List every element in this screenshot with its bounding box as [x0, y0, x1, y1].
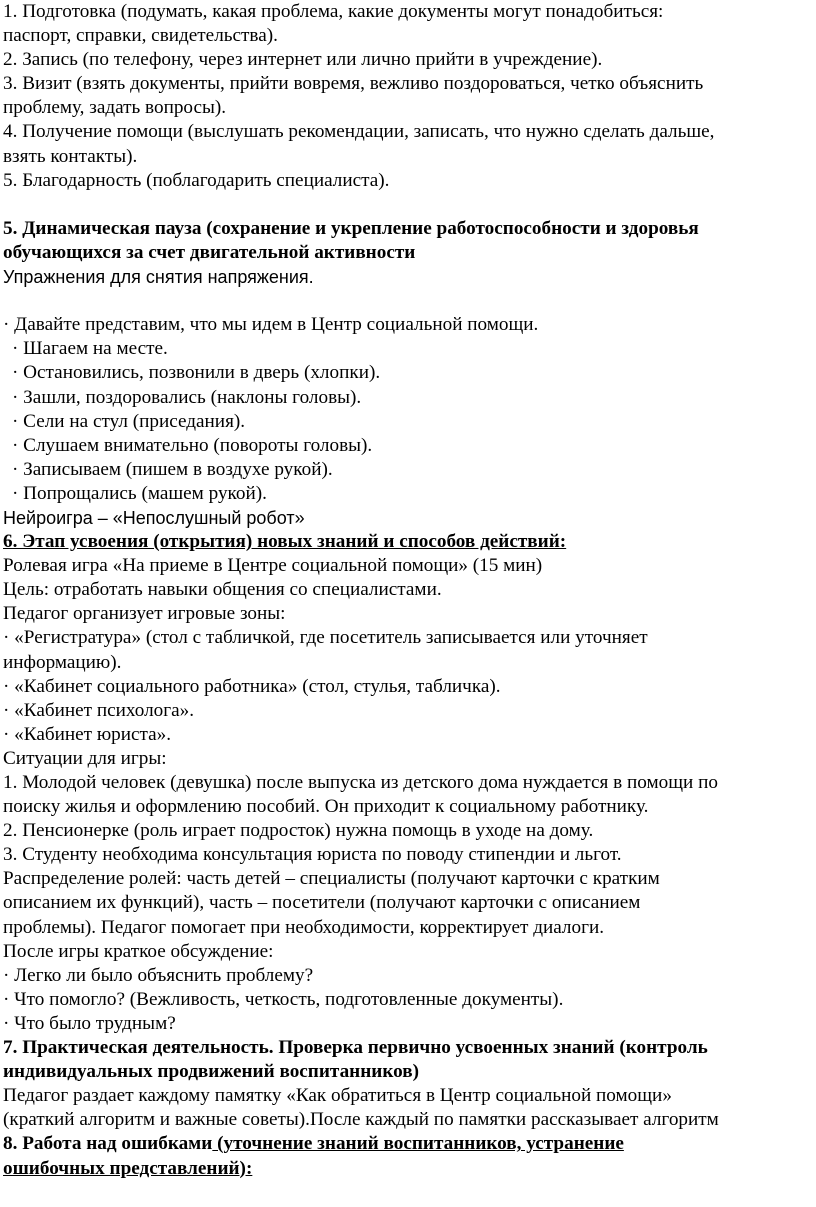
- section-6-line: · «Кабинет психолога».: [3, 699, 195, 721]
- exercise-4: · Сели на стул (приседания).: [12, 410, 246, 432]
- exercise-3: · Зашли, поздоровались (наклоны головы).: [12, 386, 362, 408]
- section-6-line: · Легко ли было объяснить проблему?: [3, 964, 314, 986]
- section-5-heading-line-1: 5. Динамическая пауза (сохранение и укрепление работоспособности и здоровья: [3, 217, 699, 239]
- section-8-heading-line-2: ошибочных представлений):: [3, 1157, 253, 1179]
- section-6-line: После игры краткое обсуждение:: [3, 940, 274, 962]
- step-3-line-2: проблему, задать вопросы).: [3, 97, 227, 119]
- blank-line: [3, 289, 813, 313]
- section-6-line: Ролевая игра «На приеме в Центре социальной помощи» (15 мин): [3, 555, 543, 577]
- exercise-7: · Попрощались (машем рукой).: [12, 482, 267, 504]
- section-6-heading: 6. Этап усвоения (открытия) новых знаний и способов действий:: [3, 531, 567, 553]
- section-8-heading-part-2: (уточнение знаний воспитанников, устранение: [212, 1133, 624, 1155]
- section-7-heading-line-2: индивидуальных продвижений воспитанников): [3, 1061, 420, 1083]
- section-5: [3, 217, 813, 530]
- section-6-line: 1. Молодой человек (девушка) после выпуска из детского дома нуждается в помощи по: [3, 772, 718, 793]
- step-2-line-1: 2. Запись (по телефону, через интернет или лично прийти в учреждение).: [3, 49, 603, 71]
- section-6-line: Распределение ролей: часть детей – специалисты (получают карточки с кратким: [3, 868, 660, 890]
- section-6-line: поиску жилья и оформлению пособий. Он приходит к социальному работнику.: [3, 796, 649, 818]
- exercise-5: · Слушаем внимательно (повороты головы).: [12, 434, 373, 456]
- section-6-line: Цель: отработать навыки общения со специалистами.: [3, 579, 442, 601]
- step-5-line-1: 5. Благодарность (поблагодарить специалиста).: [3, 169, 390, 191]
- section-5-intro: · Давайте представим, что мы идем в Центр социальной помощи.: [3, 314, 539, 336]
- step-3-line-1: 3. Визит (взять документы, прийти вовремя, вежливо поздороваться, четко объяснить: [3, 73, 704, 95]
- step-4-line-1: 4. Получение помощи (выслушать рекомендации, записать, что нужно сделать дальше,: [3, 121, 715, 143]
- section-7: [3, 1036, 813, 1132]
- section-6-line: · Что помогло? (Вежливость, четкость, подготовленные документы).: [3, 988, 564, 1010]
- document-page: [3, 0, 813, 1181]
- exercise-1: · Шагаем на месте.: [12, 338, 168, 360]
- step-4-line-2: взять контакты).: [3, 145, 138, 167]
- section-6-line: 2. Пенсионерке (роль играет подросток) нужна помощь в уходе на дому.: [3, 820, 594, 842]
- section-6-line: Ситуации для игры:: [3, 747, 167, 769]
- section-6-line: · «Кабинет социального работника» (стол, стулья, табличка).: [3, 675, 501, 697]
- section-6-line: проблемы). Педагог помогает при необходимости, корректирует диалоги.: [3, 916, 605, 938]
- blank-line: [3, 193, 813, 217]
- section-6-line: описанием их функций), часть – посетители (получают карточки с описанием: [3, 892, 641, 914]
- section-8: [3, 1132, 813, 1180]
- exercise-2: · Остановились, позвонили в дверь (хлопки).: [12, 362, 381, 384]
- section-6-line: 3. Студенту необходима консультация юриста по поводу стипендии и льгот.: [3, 844, 622, 866]
- section-8-heading-part-1: 8. Работа над ошибками: [3, 1133, 213, 1155]
- section-5-heading-line-2: обучающихся за счет двигательной активности: [3, 241, 416, 263]
- section-6-line: информацию).: [3, 651, 122, 673]
- section-6: [3, 530, 813, 1036]
- section-6-line: · «Кабинет юриста».: [3, 723, 172, 745]
- section-5-subheading: Упражнения для снятия напряжения.: [3, 267, 314, 288]
- section-6-line: · Что было трудным?: [3, 1012, 176, 1034]
- section-6-line: Педагог организует игровые зоны:: [3, 603, 286, 625]
- step-1-line-1: 1. Подготовка (подумать, какая проблема, какие документы могут понадобиться:: [3, 1, 664, 22]
- section-7-heading-line-1: 7. Практическая деятельность. Проверка первично усвоенных знаний (контроль: [3, 1037, 708, 1059]
- algorithm-steps: [3, 0, 813, 193]
- section-7-line: Педагог раздает каждому памятку «Как обратиться в Центр социальной помощи»: [3, 1085, 672, 1107]
- section-6-line: · «Регистратура» (стол с табличкой, где посетитель записывается или уточняет: [3, 627, 648, 649]
- neurogame-title: Нейроигра – «Непослушный робот»: [3, 507, 305, 528]
- section-8-heading-line-1: [3, 1132, 813, 1156]
- exercise-6: · Записываем (пишем в воздухе рукой).: [12, 458, 333, 480]
- section-7-line: (краткий алгоритм и важные советы).После каждый по памятки рассказывает алгоритм: [3, 1109, 719, 1131]
- step-1-line-2: паспорт, справки, свидетельства).: [3, 25, 278, 47]
